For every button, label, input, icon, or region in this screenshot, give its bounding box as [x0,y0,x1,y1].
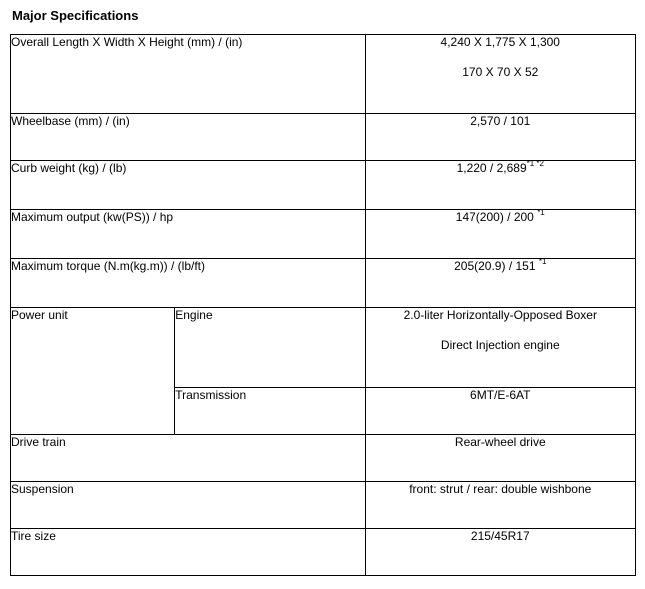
table-row [11,482,636,529]
suspension-value: front: strut / rear: double wishbone [365,482,635,529]
section-title: Major Specifications [12,8,139,23]
power-unit-label: Power unit [11,308,175,435]
dimensions-label: Overall Length X Width X Height (mm) / (in) [11,35,366,114]
max-output-value [365,210,635,259]
transmission-value: 6MT/E-6AT [365,388,635,435]
max-torque-footnote: *1 [538,257,547,266]
curb-weight-footnote: *1 *2 [526,159,544,168]
wheelbase-value: 2,570 / 101 [365,114,635,161]
table-row [11,259,636,308]
transmission-label: Transmission [175,388,365,435]
suspension-label: Suspension [11,482,366,529]
table-row [11,35,636,114]
dimensions-mm-value: 4,240 X 1,775 X 1,300 [440,35,560,49]
max-output-number: 147(200) / 200 [455,210,534,224]
curb-weight-value [365,161,635,210]
max-torque-number: 205(20.9) / 151 [454,259,536,273]
engine-value-line2: Direct Injection engine [440,338,560,352]
engine-value [365,308,635,388]
curb-weight-number: 1,220 / 2,689 [456,161,527,175]
specifications-table [10,34,636,576]
max-output-label: Maximum output (kw(PS)) / hp [11,210,366,259]
tire-size-label: Tire size [11,529,366,576]
engine-value-line1: 2.0-liter Horizontally-Opposed Boxer [403,308,597,322]
table-row [11,435,636,482]
max-torque-label: Maximum torque (N.m(kg.m)) / (lb/ft) [11,259,366,308]
table-row [11,114,636,161]
max-output-footnote: *1 [537,208,545,217]
table-row [11,161,636,210]
drive-train-label: Drive train [11,435,366,482]
dimensions-in-value: 170 X 70 X 52 [462,65,539,79]
table-row [11,210,636,259]
wheelbase-label: Wheelbase (mm) / (in) [11,114,366,161]
max-torque-value [365,259,635,308]
engine-label: Engine [175,308,365,388]
dimensions-value [365,35,635,114]
drive-train-value: Rear-wheel drive [365,435,635,482]
table-row [11,529,636,576]
table-row [11,308,636,388]
curb-weight-label: Curb weight (kg) / (lb) [11,161,366,210]
tire-size-value: 215/45R17 [365,529,635,576]
